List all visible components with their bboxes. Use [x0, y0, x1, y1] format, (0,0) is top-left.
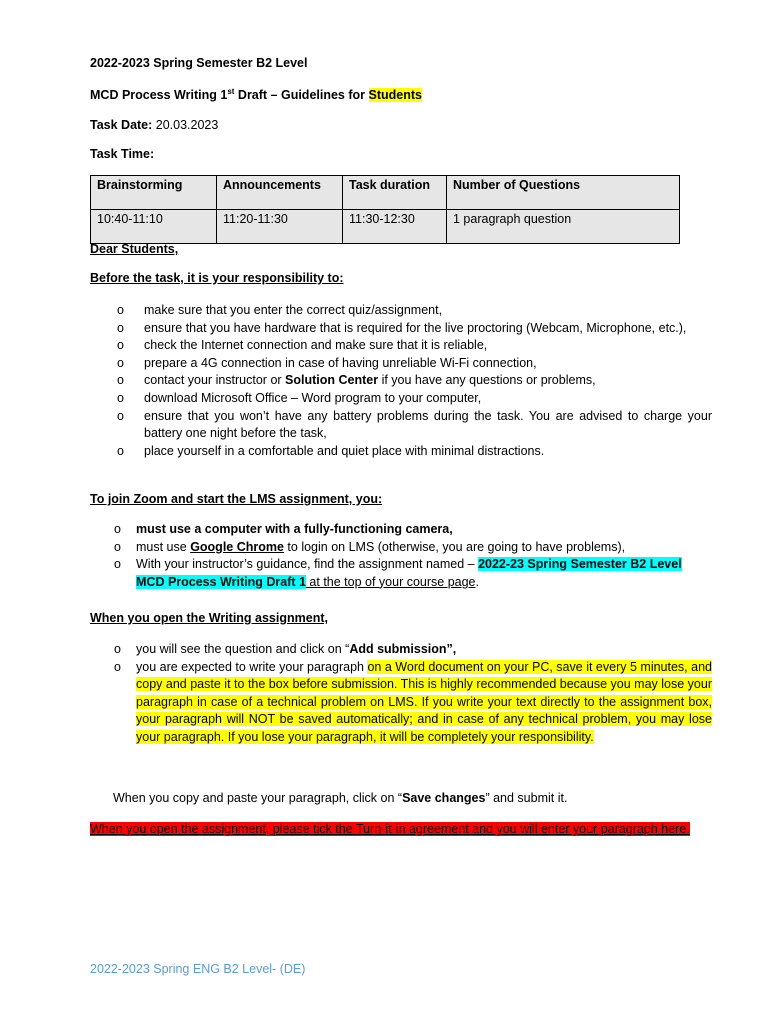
task-date-value: 20.03.2023: [152, 118, 219, 132]
add-submission-text: Add submission”,: [349, 642, 457, 656]
list-item-text: must use a computer with a fully-functioning camera,: [136, 522, 453, 536]
list-item: [90, 302, 712, 320]
bullet-icon: o: [114, 539, 121, 554]
table-cell: 1 paragraph question: [447, 210, 680, 244]
bullet-icon: o: [117, 355, 124, 370]
open-heading: When you open the Writing assignment,: [90, 611, 328, 625]
list-item-text: make sure that you enter the correct quiz/assignment,: [144, 303, 443, 317]
open-list: [90, 641, 712, 747]
bullet-icon: o: [114, 522, 121, 536]
list-item-text: contact your instructor or: [144, 373, 286, 388]
solution-center-text: Solution Center: [285, 373, 379, 388]
zoom-list: [90, 521, 712, 591]
zoom-heading: To join Zoom and start the LMS assignment, you:: [90, 492, 383, 506]
table-header-row: [91, 176, 680, 210]
list-item: [90, 539, 712, 557]
bullet-icon: o: [117, 338, 124, 353]
list-item: [90, 521, 712, 539]
before-list: [90, 302, 712, 460]
list-item: [90, 320, 712, 338]
paste-note: [113, 791, 567, 805]
list-item-text: to login on LMS (otherwise, you are going to have problems),: [283, 539, 626, 554]
table-header-cell: Task duration: [343, 176, 447, 210]
task-date: [90, 118, 218, 132]
list-item-text: you will see the question and click on “: [136, 642, 350, 656]
bullet-icon: o: [117, 303, 124, 317]
list-item-text: ensure that you won’t have any battery problems during the task. You are advised to charge your battery one night before the task,: [144, 408, 712, 441]
bullet-icon: o: [117, 320, 124, 335]
list-item: [90, 408, 712, 443]
google-chrome-text: Google Chrome: [190, 539, 284, 554]
bullet-icon: o: [114, 557, 121, 572]
header-title: 2022-2023 Spring Semester B2 Level: [90, 56, 308, 70]
course-page-text: at the top of your course page: [305, 574, 476, 589]
list-item-text: .: [475, 574, 479, 589]
assignment-name-highlight: 2022-23 Spring Semester B2 Level MCD Process Writing Draft 1: [136, 557, 682, 589]
list-item: [90, 659, 712, 747]
doc-title-highlight: Students: [368, 88, 422, 103]
list-item-text: place yourself in a comfortable and quiet place with minimal distractions.: [144, 443, 545, 458]
table-cell: 11:30-12:30: [343, 210, 447, 244]
doc-title-text: MCD Process Writing 1: [90, 88, 228, 103]
list-item: [90, 641, 712, 659]
table-row: [91, 210, 680, 244]
table-header-cell: Announcements: [217, 176, 343, 210]
page-footer: 2022-2023 Spring ENG B2 Level- (DE): [90, 962, 306, 976]
save-changes-text: Save changes: [402, 791, 486, 805]
list-item: [90, 443, 712, 461]
schedule-table: [90, 175, 680, 244]
list-item-text: must use: [136, 539, 191, 554]
bullet-icon: o: [117, 408, 124, 423]
bullet-icon: o: [114, 659, 121, 674]
list-item: [90, 372, 712, 390]
bullet-icon: o: [117, 373, 124, 388]
list-item-text: With your instructor’s guidance, find the assignment named –: [136, 557, 479, 572]
list-item-text: if you have any questions or problems,: [378, 373, 596, 388]
list-item: [90, 337, 712, 355]
bullet-icon: o: [114, 642, 121, 656]
bullet-icon: o: [117, 390, 124, 405]
list-item-text: download Microsoft Office – Word program to your computer,: [144, 390, 482, 405]
task-time-label: Task Time:: [90, 147, 155, 161]
before-heading: Before the task, it is your responsibility to:: [90, 271, 344, 285]
list-item-text: prepare a 4G connection in case of having unreliable Wi-Fi connection,: [144, 355, 537, 370]
paste-note-text: ” and submit it.: [485, 791, 568, 805]
list-item: [90, 556, 712, 591]
highlighted-instruction: on a Word document on your PC, save it every 5 minutes, and copy and paste it to the box before submission. This is highly recommended because you may lose your paragraph in case of a technical problem on LMS. If you write your text directly to the assignment box, your paragraph will NOT be saved automatically; and in case of any technical problem, you may lose your paragraph. If you lose your paragraph, it will be completely your responsibility.: [136, 659, 712, 744]
red-note-text: When you open the assignment, please tick the Turn-it-in agreement and you will enter your paragraph here.: [90, 822, 690, 836]
table-cell: 10:40-11:10: [91, 210, 217, 244]
red-note: [90, 821, 712, 839]
bullet-icon: o: [117, 443, 124, 458]
table-header-cell: Number of Questions: [447, 176, 680, 210]
table-cell: 11:20-11:30: [217, 210, 343, 244]
table-header-cell: Brainstorming: [91, 176, 217, 210]
doc-title-sup: st: [227, 87, 235, 96]
list-item-text: check the Internet connection and make sure that it is reliable,: [144, 338, 488, 353]
task-date-label: Task Date:: [90, 118, 153, 132]
doc-title-rest: Draft – Guidelines for: [234, 88, 369, 103]
list-item: [90, 390, 712, 408]
greeting: Dear Students,: [90, 242, 179, 256]
list-item-text: ensure that you have hardware that is required for the live proctoring (Webcam, Microphone, etc.),: [144, 320, 687, 335]
list-item-text: you are expected to write your paragraph: [136, 659, 368, 674]
list-item: [90, 355, 712, 373]
paste-note-text: When you copy and paste your paragraph, click on “: [113, 791, 403, 805]
doc-title: [90, 87, 422, 102]
